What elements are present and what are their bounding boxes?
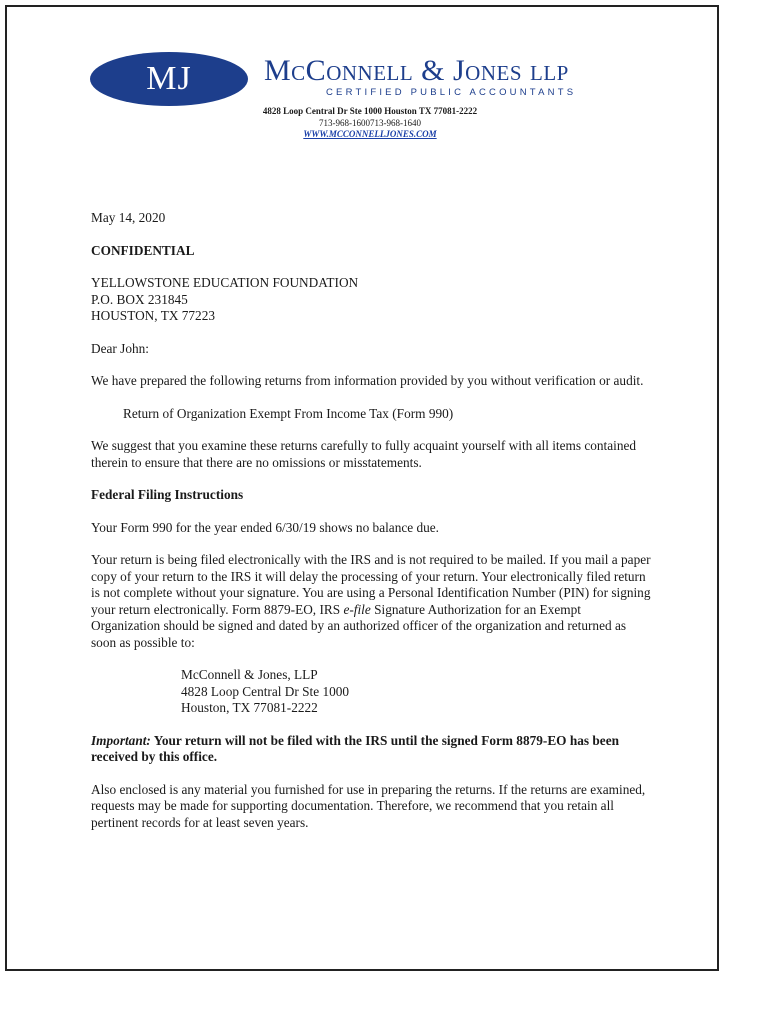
letter-date: May 14, 2020: [91, 210, 166, 225]
important-text: Your return will not be filed with the IRS until the signed Form 8879-EO has been received by this office.: [91, 732, 619, 764]
recipient-line: YELLOWSTONE EDUCATION FOUNDATION: [91, 275, 359, 290]
letter-body: [91, 210, 651, 847]
firm-logo: [90, 52, 248, 106]
firm-address: 4828 Loop Central Dr Ste 1000 Houston TX 77081-2222: [262, 106, 478, 116]
efile-text-2: Signature Authorization for an Exempt Organization should be signed and dated by an authorized officer of the organization and returned as soon as possible to:: [91, 601, 627, 650]
paragraph-prepared: We have prepared the following returns from information provided by you without verification or audit.: [91, 373, 644, 388]
confidential-label: CONFIDENTIAL: [91, 242, 195, 258]
recipient-address: [91, 275, 651, 325]
efile-text-1: Your return is being filed electronically with the IRS and is not required to be mailed. If you mail a paper copy of your return to the IRS it will delay the processing of your return. Your electronically filed return is not complete without your signature. You are using a Personal Identification Number (PIN) for signing your return electronically. Form 8879-EO, IRS: [91, 552, 651, 617]
important-label: Important:: [91, 732, 151, 748]
letterhead: [90, 52, 590, 112]
section-heading: Federal Filing Instructions: [91, 487, 244, 502]
important-notice: [91, 733, 651, 766]
efile-term: e-file: [343, 601, 371, 617]
mailing-address: [91, 667, 651, 717]
paragraph-examine: We suggest that you examine these returns carefully to fully acquaint yourself with all items contained therein to ensure that there are no omissions or misstatements.: [91, 438, 637, 470]
paragraph-balance: Your Form 990 for the year ended 6/30/19 shows no balance due.: [91, 519, 439, 535]
paragraph-records: Also enclosed is any material you furnished for use in preparing the returns. If the returns are examined, requests may be made for supporting documentation. Therefore, we recommend that you retain all pertinent records for at least seven years.: [91, 781, 646, 830]
logo-initials: MJ: [146, 60, 192, 97]
mailing-line: 4828 Loop Central Dr Ste 1000: [181, 683, 350, 699]
recipient-line: P.O. BOX 231845: [91, 291, 188, 307]
return-item: Return of Organization Exempt From Income Tax (Form 990): [123, 405, 454, 421]
salutation: Dear John:: [91, 340, 149, 356]
mailing-line: Houston, TX 77081-2222: [181, 700, 318, 715]
mailing-line: McConnell & Jones, LLP: [181, 667, 318, 682]
firm-name: McConnell & Jones llp: [264, 54, 569, 87]
recipient-line: HOUSTON, TX 77223: [91, 308, 215, 323]
firm-phone: 713-968-1600713-968-1640: [319, 118, 421, 128]
firm-website-link[interactable]: WWW.MCCONNELLJONES.COM: [303, 129, 437, 139]
paragraph-efile: [91, 552, 651, 651]
firm-subtitle: CERTIFIED PUBLIC ACCOUNTANTS: [326, 87, 577, 98]
